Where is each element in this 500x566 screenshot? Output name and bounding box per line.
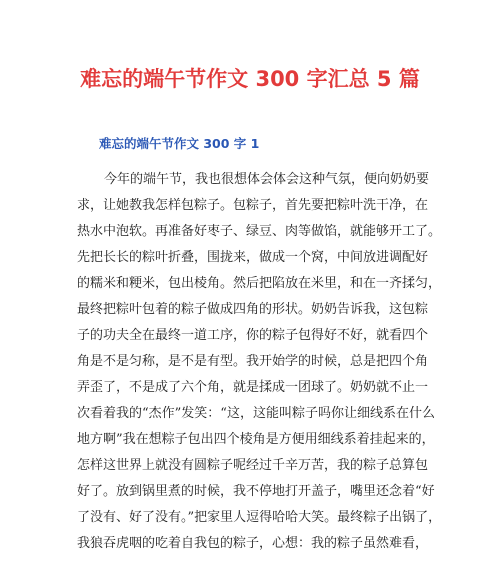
- paragraph-line: 弄歪了，不是成了六个角，就是揉成一团球了。奶奶就不止一: [77, 380, 429, 395]
- essay-heading: 难忘的端午节作文 300 字 1: [99, 136, 260, 151]
- paragraph-line: 角是不是匀称，是不是有型。我开始学的时候，总是把四个角: [77, 354, 429, 369]
- paragraph-line: 热水中泡软。再准备好枣子、绿豆、肉等做馅，就能够开工了。: [77, 224, 442, 239]
- paragraph-line: 先把长长的粽叶折叠，围拢来，做成一个窝，中间放进调配好: [77, 250, 429, 265]
- paragraph-line: 我狼吞虎咽的吃着自我包的粽子，心想：我的粽子虽然难看，: [77, 536, 429, 551]
- paragraph-line: 了没有、好了没有。”把家里人逗得哈哈大笑。最终粽子出锅了，: [77, 510, 442, 525]
- document-title: 难忘的端午节作文 300 字汇总 5 篇: [80, 67, 420, 91]
- paragraph-line: 次看着我的“杰作”发笑：“这，这能叫粽子吗你让细线系在什么: [77, 406, 435, 421]
- paragraph-line: 怎样这世界上就没有圆粽子呢经过千辛万苦，我的粽子总算包: [77, 458, 429, 473]
- paragraph-line: 好了。放到锅里煮的时候，我不停地打开盖子，嘴里还念着“好: [77, 484, 435, 499]
- paragraph-line: 最终把粽叶包着的粽子做成四角的形状。奶奶告诉我，这包粽: [77, 302, 429, 317]
- paragraph-line: 今年的端午节，我也很想体会体会这种气氛，便向奶奶要: [104, 172, 430, 187]
- paragraph-line: 地方啊”我在想粽子包出四个棱角是方便用细线系着挂起来的，: [77, 432, 435, 447]
- paragraph-line: 的糯米和粳米，包出棱角。然后把陷放在米里，和在一齐揉匀，: [77, 276, 442, 291]
- paragraph-line: 求，让她教我怎样包粽子。包粽子，首先要把粽叶洗干净，在: [77, 198, 429, 213]
- paragraph-line: 子的功夫全在最终一道工序，你的粽子包得好不好，就看四个: [77, 328, 429, 343]
